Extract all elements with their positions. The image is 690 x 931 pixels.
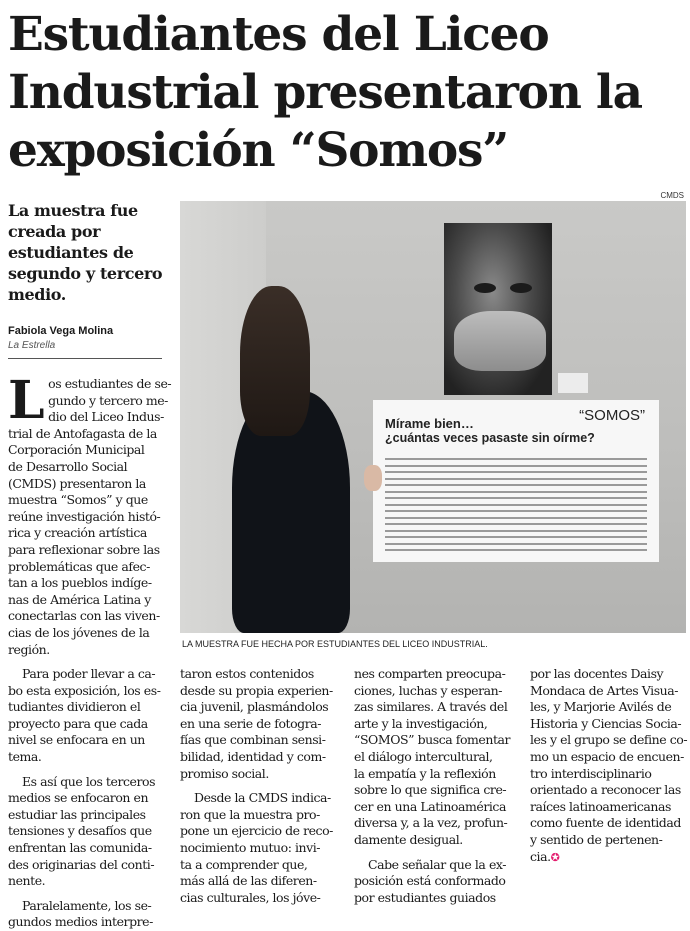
photo-caption: LA MUESTRA FUE HECHA POR ESTUDIANTES DEL LICEO INDUSTRIAL.	[182, 639, 488, 649]
byline-author: Fabiola Vega Molina	[8, 325, 114, 337]
article-photo	[180, 201, 686, 633]
board-line: ¿cuántas veces pasaste sin oírme?	[385, 431, 595, 445]
deck-line: medio.	[8, 285, 66, 304]
poster-eye	[510, 283, 532, 293]
paragraph: Paralelamente, los se- gundos medios interpre-	[8, 897, 153, 930]
deck-line: segundo y tercero	[8, 264, 163, 283]
paragraph: taron estos contenidos desde su propia experien- cia juvenil, plasmándolos en una serie de fotogra- fías que combinan sensi- bilidad, identidad y com- promiso social.	[180, 666, 333, 781]
board-title: “SOMOS”	[579, 407, 645, 424]
paragraph: por las docentes Daisy Mondaca de Artes Visua- les, y Marjorie Avilés de Historia y Ciencias Socia- les y el grupo se define co- mo un espacio de encuen- tro interdisciplinario orientado a reconocer las raíces latinoamericanas como fuente de identidad y sentido de pertenen- cia.✪	[530, 666, 688, 864]
deck	[8, 200, 168, 305]
headline-line: Estudiantes del Liceo	[8, 7, 549, 62]
article-column-3	[354, 666, 514, 906]
photo-person-hand	[364, 465, 382, 491]
paragraph: Para poder llevar a ca- bo esta exposición, los es- tudiantes dividieron el proyecto para que cada nivel se enfocara en un tema.	[8, 666, 161, 765]
poster-eye	[474, 283, 496, 293]
photo-poster	[444, 223, 552, 395]
photo-person-hair	[240, 286, 310, 436]
byline-divider	[8, 358, 162, 359]
deck-line: creada por	[8, 222, 101, 241]
article-column-1	[8, 370, 172, 931]
drop-cap: L	[8, 370, 45, 431]
headline-line: exposición “Somos”	[8, 123, 509, 178]
article-column-4	[530, 666, 688, 866]
photo-label-card	[558, 373, 588, 393]
paragraph: Es así que los terceros medios se enfocaron en estudiar las principales tensiones y desafíos que enfrentan las comunida- des originarias del conti- nente.	[8, 773, 156, 889]
board-line: Mírame bien…	[385, 416, 474, 431]
byline-outlet: La Estrella	[8, 340, 56, 351]
poster-hand	[454, 311, 546, 371]
board-text-block	[385, 458, 647, 556]
paragraph: Cabe señalar que la ex- posición está conformado por estudiantes guiados	[354, 856, 507, 905]
article-column-2	[180, 666, 338, 906]
paragraph: nes comparten preocupa- ciones, luchas y esperan- zas similares. A través del arte y la investigación, “SOMOS” busca fomentar el diálogo intercultural, la empatía y la reflexión sobre lo que significa cre- cer en una Latinoamérica diversa y, a la vez, profun- damente desigual.	[354, 666, 511, 847]
exhibit-board	[373, 400, 659, 562]
headline-line: Industrial presentaron la	[8, 65, 642, 120]
photo-credit: CMDS	[660, 191, 684, 200]
end-mark-icon: ✪	[550, 850, 560, 864]
paragraph: L os estudiantes de se- gundo y tercero me- dio del Liceo Indus- trial de Antofagasta de la Corporación Municipal de Desarrollo Social (CMDS) presentaron la muestra “Somos” y que reúne investigación histó- rica y creación artística para reflexionar sobre las problemáticas que afec- tan a los pueblos indíge- nas de América Latina y conectarlas con las viven- cias de los jóvenes de la región.	[8, 370, 172, 657]
headline	[8, 6, 684, 180]
deck-line: La muestra fue	[8, 201, 138, 220]
deck-line: estudiantes de	[8, 243, 134, 262]
paragraph: Desde la CMDS indica- ron que la muestra pro- pone un ejercicio de reco- nocimiento mutuo: invi- ta a comprender que, más allá de las diferen- cias culturales, los jóve-	[180, 790, 333, 905]
